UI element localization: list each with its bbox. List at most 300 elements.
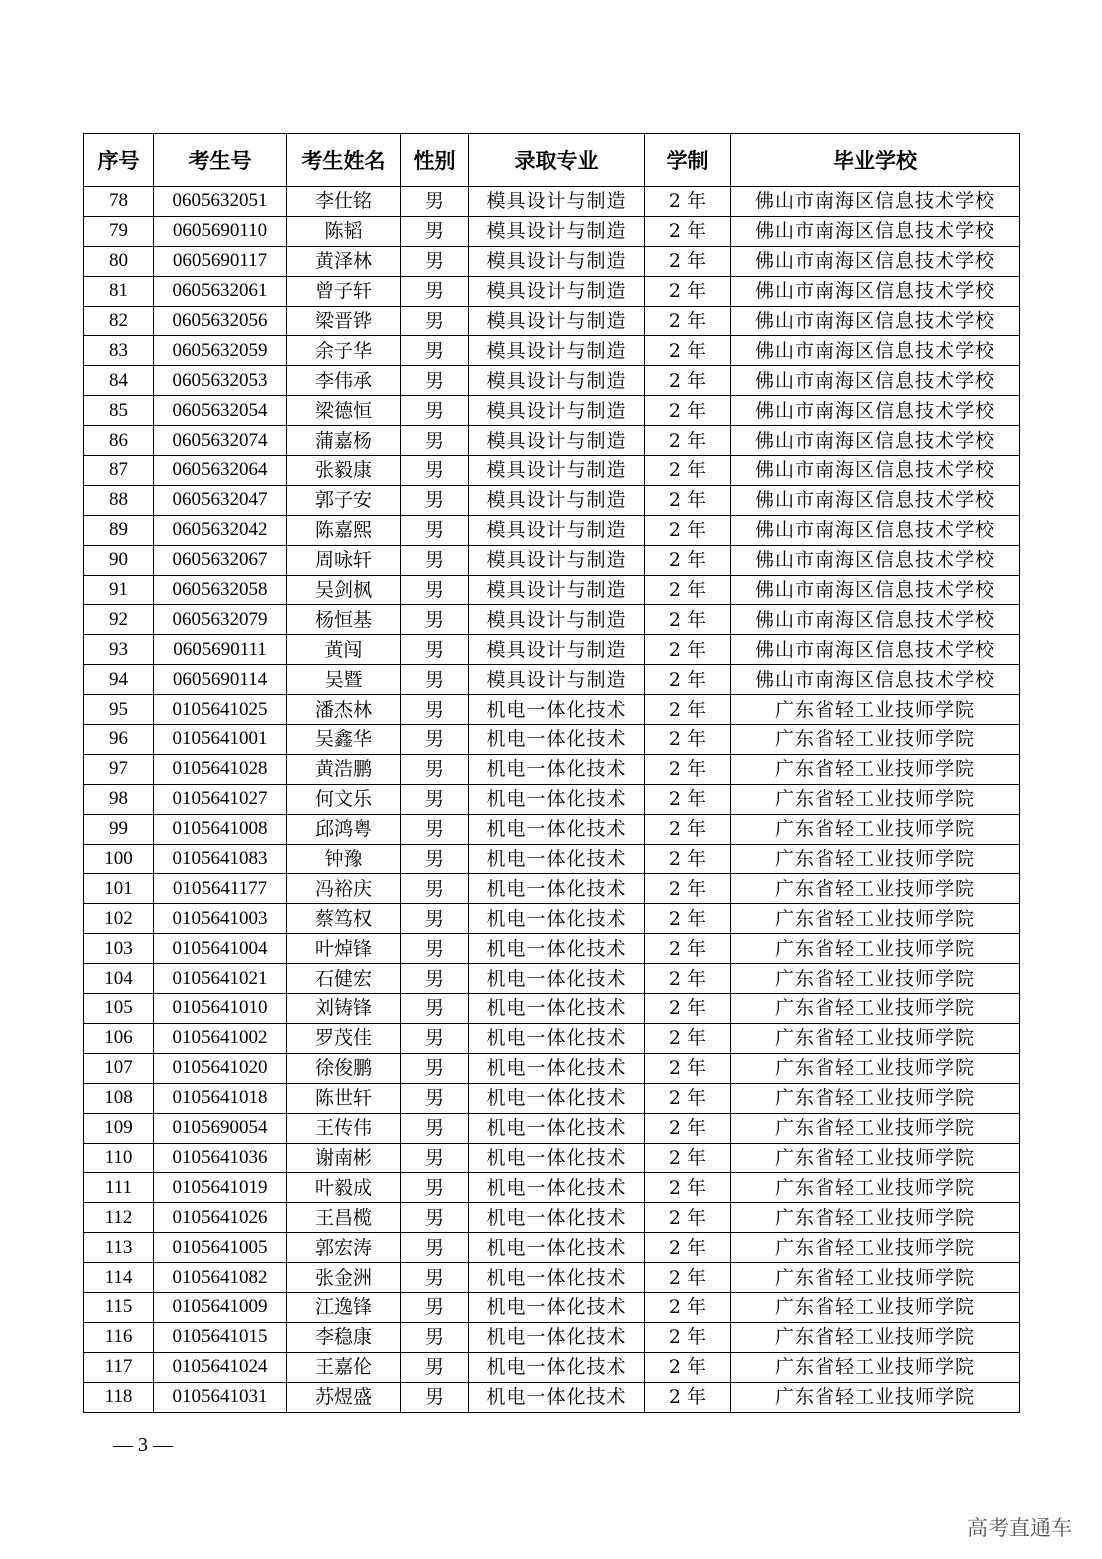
school-cell: 广东省轻工业技师学院 xyxy=(731,695,1020,725)
gender-cell: 男 xyxy=(401,366,469,396)
gender-cell: 男 xyxy=(401,1382,469,1412)
table-row xyxy=(84,1143,1020,1173)
gender-cell: 男 xyxy=(401,665,469,695)
gender-cell: 男 xyxy=(401,964,469,994)
exam-id-cell: 0105641177 xyxy=(154,874,287,904)
major-cell: 模具设计与制造 xyxy=(469,216,645,246)
major-cell: 模具设计与制造 xyxy=(469,336,645,366)
gender-cell: 男 xyxy=(401,187,469,217)
duration-cell: 2 年 xyxy=(645,994,731,1024)
table-row xyxy=(84,1173,1020,1203)
major-cell: 机电一体化技术 xyxy=(469,695,645,725)
header-major: 录取专业 xyxy=(469,134,645,187)
duration-cell: 2 年 xyxy=(645,366,731,396)
school-cell: 佛山市南海区信息技术学校 xyxy=(731,485,1020,515)
header-exam-id: 考生号 xyxy=(154,134,287,187)
name-cell: 刘铸锋 xyxy=(287,994,401,1024)
duration-cell: 2 年 xyxy=(645,754,731,784)
major-cell: 模具设计与制造 xyxy=(469,366,645,396)
school-cell: 广东省轻工业技师学院 xyxy=(731,1292,1020,1322)
gender-cell: 男 xyxy=(401,1292,469,1322)
exam-id-cell: 0605632053 xyxy=(154,366,287,396)
gender-cell: 男 xyxy=(401,1143,469,1173)
gender-cell: 男 xyxy=(401,904,469,934)
school-cell: 广东省轻工业技师学院 xyxy=(731,904,1020,934)
name-cell: 周咏轩 xyxy=(287,545,401,575)
gender-cell: 男 xyxy=(401,1173,469,1203)
school-cell: 佛山市南海区信息技术学校 xyxy=(731,336,1020,366)
table-row xyxy=(84,874,1020,904)
header-seq: 序号 xyxy=(84,134,154,187)
name-cell: 黄浩鹏 xyxy=(287,754,401,784)
header-gender: 性别 xyxy=(401,134,469,187)
exam-id-cell: 0105641082 xyxy=(154,1263,287,1293)
major-cell: 机电一体化技术 xyxy=(469,1083,645,1113)
major-cell: 模具设计与制造 xyxy=(469,187,645,217)
major-cell: 模具设计与制造 xyxy=(469,485,645,515)
header-row xyxy=(84,134,1020,187)
major-cell: 机电一体化技术 xyxy=(469,725,645,755)
gender-cell: 男 xyxy=(401,605,469,635)
table-row xyxy=(84,665,1020,695)
duration-cell: 2 年 xyxy=(645,605,731,635)
gender-cell: 男 xyxy=(401,1053,469,1083)
exam-id-cell: 0105641008 xyxy=(154,814,287,844)
major-cell: 模具设计与制造 xyxy=(469,575,645,605)
gender-cell: 男 xyxy=(401,1113,469,1143)
admission-table xyxy=(83,133,1020,1413)
duration-cell: 2 年 xyxy=(645,1023,731,1053)
name-cell: 陈世轩 xyxy=(287,1083,401,1113)
school-cell: 广东省轻工业技师学院 xyxy=(731,1203,1020,1233)
table-row xyxy=(84,306,1020,336)
seq-cell: 106 xyxy=(84,1023,154,1053)
page-number: — 3 — xyxy=(113,1434,173,1456)
major-cell: 机电一体化技术 xyxy=(469,1143,645,1173)
table-row xyxy=(84,994,1020,1024)
name-cell: 何文乐 xyxy=(287,784,401,814)
exam-id-cell: 0105641027 xyxy=(154,784,287,814)
duration-cell: 2 年 xyxy=(645,904,731,934)
school-cell: 广东省轻工业技师学院 xyxy=(731,1352,1020,1382)
seq-cell: 83 xyxy=(84,336,154,366)
seq-cell: 95 xyxy=(84,695,154,725)
exam-id-cell: 0605632058 xyxy=(154,575,287,605)
gender-cell: 男 xyxy=(401,515,469,545)
seq-cell: 81 xyxy=(84,276,154,306)
duration-cell: 2 年 xyxy=(645,216,731,246)
duration-cell: 2 年 xyxy=(645,485,731,515)
name-cell: 梁晋铧 xyxy=(287,306,401,336)
name-cell: 黄泽林 xyxy=(287,246,401,276)
name-cell: 谢南彬 xyxy=(287,1143,401,1173)
table-row xyxy=(84,366,1020,396)
duration-cell: 2 年 xyxy=(645,336,731,366)
duration-cell: 2 年 xyxy=(645,1292,731,1322)
seq-cell: 102 xyxy=(84,904,154,934)
exam-id-cell: 0105641028 xyxy=(154,754,287,784)
major-cell: 机电一体化技术 xyxy=(469,754,645,784)
school-cell: 广东省轻工业技师学院 xyxy=(731,934,1020,964)
table-row xyxy=(84,1352,1020,1382)
duration-cell: 2 年 xyxy=(645,635,731,665)
seq-cell: 88 xyxy=(84,485,154,515)
exam-id-cell: 0105641083 xyxy=(154,844,287,874)
gender-cell: 男 xyxy=(401,1203,469,1233)
major-cell: 机电一体化技术 xyxy=(469,1233,645,1263)
gender-cell: 男 xyxy=(401,1233,469,1263)
major-cell: 机电一体化技术 xyxy=(469,994,645,1024)
seq-cell: 86 xyxy=(84,426,154,456)
table-row xyxy=(84,635,1020,665)
seq-cell: 101 xyxy=(84,874,154,904)
major-cell: 机电一体化技术 xyxy=(469,1113,645,1143)
table-row xyxy=(84,844,1020,874)
exam-id-cell: 0105641031 xyxy=(154,1382,287,1412)
seq-cell: 79 xyxy=(84,216,154,246)
school-cell: 广东省轻工业技师学院 xyxy=(731,1053,1020,1083)
gender-cell: 男 xyxy=(401,635,469,665)
table-row xyxy=(84,904,1020,934)
name-cell: 陈韬 xyxy=(287,216,401,246)
gender-cell: 男 xyxy=(401,456,469,486)
major-cell: 机电一体化技术 xyxy=(469,1263,645,1293)
name-cell: 吴剑枫 xyxy=(287,575,401,605)
seq-cell: 80 xyxy=(84,246,154,276)
table-row xyxy=(84,1292,1020,1322)
gender-cell: 男 xyxy=(401,246,469,276)
major-cell: 模具设计与制造 xyxy=(469,306,645,336)
duration-cell: 2 年 xyxy=(645,246,731,276)
school-cell: 广东省轻工业技师学院 xyxy=(731,754,1020,784)
school-cell: 佛山市南海区信息技术学校 xyxy=(731,456,1020,486)
table-row xyxy=(84,276,1020,306)
table-row xyxy=(84,545,1020,575)
name-cell: 江逸锋 xyxy=(287,1292,401,1322)
seq-cell: 115 xyxy=(84,1292,154,1322)
school-cell: 广东省轻工业技师学院 xyxy=(731,1233,1020,1263)
duration-cell: 2 年 xyxy=(645,396,731,426)
major-cell: 机电一体化技术 xyxy=(469,1023,645,1053)
exam-id-cell: 0605632054 xyxy=(154,396,287,426)
gender-cell: 男 xyxy=(401,874,469,904)
school-cell: 广东省轻工业技师学院 xyxy=(731,1263,1020,1293)
school-cell: 广东省轻工业技师学院 xyxy=(731,1382,1020,1412)
major-cell: 机电一体化技术 xyxy=(469,934,645,964)
exam-id-cell: 0105641018 xyxy=(154,1083,287,1113)
major-cell: 机电一体化技术 xyxy=(469,1322,645,1352)
major-cell: 模具设计与制造 xyxy=(469,545,645,575)
name-cell: 蒲嘉杨 xyxy=(287,426,401,456)
exam-id-cell: 0105641025 xyxy=(154,695,287,725)
table-row xyxy=(84,964,1020,994)
exam-id-cell: 0605690114 xyxy=(154,665,287,695)
table-row xyxy=(84,754,1020,784)
school-cell: 佛山市南海区信息技术学校 xyxy=(731,216,1020,246)
exam-id-cell: 0105641024 xyxy=(154,1352,287,1382)
school-cell: 佛山市南海区信息技术学校 xyxy=(731,187,1020,217)
name-cell: 苏煜盛 xyxy=(287,1382,401,1412)
seq-cell: 107 xyxy=(84,1053,154,1083)
name-cell: 蔡笃权 xyxy=(287,904,401,934)
duration-cell: 2 年 xyxy=(645,1053,731,1083)
gender-cell: 男 xyxy=(401,396,469,426)
major-cell: 模具设计与制造 xyxy=(469,426,645,456)
exam-id-cell: 0105641036 xyxy=(154,1143,287,1173)
exam-id-cell: 0605690117 xyxy=(154,246,287,276)
duration-cell: 2 年 xyxy=(645,306,731,336)
major-cell: 模具设计与制造 xyxy=(469,635,645,665)
header-name: 考生姓名 xyxy=(287,134,401,187)
school-cell: 广东省轻工业技师学院 xyxy=(731,1083,1020,1113)
table-row xyxy=(84,336,1020,366)
major-cell: 模具设计与制造 xyxy=(469,396,645,426)
duration-cell: 2 年 xyxy=(645,1173,731,1203)
duration-cell: 2 年 xyxy=(645,1382,731,1412)
table-row xyxy=(84,1382,1020,1412)
school-cell: 佛山市南海区信息技术学校 xyxy=(731,396,1020,426)
duration-cell: 2 年 xyxy=(645,426,731,456)
seq-cell: 114 xyxy=(84,1263,154,1293)
gender-cell: 男 xyxy=(401,1263,469,1293)
seq-cell: 85 xyxy=(84,396,154,426)
duration-cell: 2 年 xyxy=(645,515,731,545)
name-cell: 曾子轩 xyxy=(287,276,401,306)
major-cell: 机电一体化技术 xyxy=(469,1382,645,1412)
major-cell: 机电一体化技术 xyxy=(469,904,645,934)
watermark: 高考直通车 xyxy=(967,1516,1072,1540)
gender-cell: 男 xyxy=(401,1352,469,1382)
major-cell: 机电一体化技术 xyxy=(469,844,645,874)
duration-cell: 2 年 xyxy=(645,456,731,486)
duration-cell: 2 年 xyxy=(645,964,731,994)
exam-id-cell: 0105641010 xyxy=(154,994,287,1024)
duration-cell: 2 年 xyxy=(645,1322,731,1352)
name-cell: 李仕铭 xyxy=(287,187,401,217)
school-cell: 佛山市南海区信息技术学校 xyxy=(731,575,1020,605)
seq-cell: 99 xyxy=(84,814,154,844)
name-cell: 叶焯锋 xyxy=(287,934,401,964)
gender-cell: 男 xyxy=(401,575,469,605)
school-cell: 广东省轻工业技师学院 xyxy=(731,994,1020,1024)
gender-cell: 男 xyxy=(401,1083,469,1113)
name-cell: 郭子安 xyxy=(287,485,401,515)
table-row xyxy=(84,485,1020,515)
school-cell: 佛山市南海区信息技术学校 xyxy=(731,665,1020,695)
seq-cell: 100 xyxy=(84,844,154,874)
table-row xyxy=(84,1113,1020,1143)
duration-cell: 2 年 xyxy=(645,725,731,755)
name-cell: 王传伟 xyxy=(287,1113,401,1143)
seq-cell: 108 xyxy=(84,1083,154,1113)
school-cell: 广东省轻工业技师学院 xyxy=(731,1143,1020,1173)
seq-cell: 98 xyxy=(84,784,154,814)
school-cell: 佛山市南海区信息技术学校 xyxy=(731,635,1020,665)
table-body xyxy=(84,187,1020,1413)
school-cell: 广东省轻工业技师学院 xyxy=(731,725,1020,755)
table-row xyxy=(84,1053,1020,1083)
table-row xyxy=(84,1233,1020,1263)
seq-cell: 93 xyxy=(84,635,154,665)
duration-cell: 2 年 xyxy=(645,814,731,844)
duration-cell: 2 年 xyxy=(645,934,731,964)
major-cell: 机电一体化技术 xyxy=(469,964,645,994)
exam-id-cell: 0605632064 xyxy=(154,456,287,486)
exam-id-cell: 0105641021 xyxy=(154,964,287,994)
name-cell: 吴暨 xyxy=(287,665,401,695)
school-cell: 广东省轻工业技师学院 xyxy=(731,814,1020,844)
name-cell: 叶毅成 xyxy=(287,1173,401,1203)
table-row xyxy=(84,725,1020,755)
exam-id-cell: 0105641001 xyxy=(154,725,287,755)
gender-cell: 男 xyxy=(401,754,469,784)
name-cell: 潘杰林 xyxy=(287,695,401,725)
school-cell: 广东省轻工业技师学院 xyxy=(731,874,1020,904)
exam-id-cell: 0605632051 xyxy=(154,187,287,217)
gender-cell: 男 xyxy=(401,1023,469,1053)
duration-cell: 2 年 xyxy=(645,1233,731,1263)
gender-cell: 男 xyxy=(401,216,469,246)
seq-cell: 94 xyxy=(84,665,154,695)
seq-cell: 112 xyxy=(84,1203,154,1233)
duration-cell: 2 年 xyxy=(645,1083,731,1113)
seq-cell: 87 xyxy=(84,456,154,486)
gender-cell: 男 xyxy=(401,994,469,1024)
school-cell: 佛山市南海区信息技术学校 xyxy=(731,545,1020,575)
gender-cell: 男 xyxy=(401,695,469,725)
school-cell: 佛山市南海区信息技术学校 xyxy=(731,605,1020,635)
school-cell: 佛山市南海区信息技术学校 xyxy=(731,426,1020,456)
school-cell: 佛山市南海区信息技术学校 xyxy=(731,366,1020,396)
seq-cell: 118 xyxy=(84,1382,154,1412)
gender-cell: 男 xyxy=(401,784,469,814)
major-cell: 机电一体化技术 xyxy=(469,1053,645,1083)
seq-cell: 111 xyxy=(84,1173,154,1203)
major-cell: 模具设计与制造 xyxy=(469,246,645,276)
seq-cell: 89 xyxy=(84,515,154,545)
name-cell: 黄闯 xyxy=(287,635,401,665)
name-cell: 陈嘉熙 xyxy=(287,515,401,545)
table-row xyxy=(84,605,1020,635)
exam-id-cell: 0605632079 xyxy=(154,605,287,635)
name-cell: 李稳康 xyxy=(287,1322,401,1352)
major-cell: 机电一体化技术 xyxy=(469,784,645,814)
table-row xyxy=(84,575,1020,605)
table-row xyxy=(84,784,1020,814)
major-cell: 机电一体化技术 xyxy=(469,1352,645,1382)
gender-cell: 男 xyxy=(401,1322,469,1352)
exam-id-cell: 0605690110 xyxy=(154,216,287,246)
name-cell: 余子华 xyxy=(287,336,401,366)
seq-cell: 117 xyxy=(84,1352,154,1382)
table-row xyxy=(84,187,1020,217)
table-row xyxy=(84,246,1020,276)
duration-cell: 2 年 xyxy=(645,1143,731,1173)
table-row xyxy=(84,216,1020,246)
table-row xyxy=(84,1203,1020,1233)
major-cell: 机电一体化技术 xyxy=(469,1173,645,1203)
seq-cell: 91 xyxy=(84,575,154,605)
gender-cell: 男 xyxy=(401,725,469,755)
header-duration: 学制 xyxy=(645,134,731,187)
exam-id-cell: 0605690111 xyxy=(154,635,287,665)
duration-cell: 2 年 xyxy=(645,276,731,306)
school-cell: 佛山市南海区信息技术学校 xyxy=(731,515,1020,545)
school-cell: 佛山市南海区信息技术学校 xyxy=(731,306,1020,336)
gender-cell: 男 xyxy=(401,814,469,844)
duration-cell: 2 年 xyxy=(645,1263,731,1293)
name-cell: 邱鸿粤 xyxy=(287,814,401,844)
exam-id-cell: 0105641015 xyxy=(154,1322,287,1352)
seq-cell: 96 xyxy=(84,725,154,755)
seq-cell: 103 xyxy=(84,934,154,964)
header-school: 毕业学校 xyxy=(731,134,1020,187)
name-cell: 杨恒基 xyxy=(287,605,401,635)
gender-cell: 男 xyxy=(401,844,469,874)
seq-cell: 97 xyxy=(84,754,154,784)
major-cell: 机电一体化技术 xyxy=(469,1203,645,1233)
name-cell: 梁德恒 xyxy=(287,396,401,426)
exam-id-cell: 0105641004 xyxy=(154,934,287,964)
name-cell: 王嘉伦 xyxy=(287,1352,401,1382)
exam-id-cell: 0105641002 xyxy=(154,1023,287,1053)
name-cell: 王昌榄 xyxy=(287,1203,401,1233)
duration-cell: 2 年 xyxy=(645,1352,731,1382)
duration-cell: 2 年 xyxy=(645,844,731,874)
duration-cell: 2 年 xyxy=(645,665,731,695)
major-cell: 机电一体化技术 xyxy=(469,814,645,844)
name-cell: 钟豫 xyxy=(287,844,401,874)
duration-cell: 2 年 xyxy=(645,1113,731,1143)
duration-cell: 2 年 xyxy=(645,575,731,605)
exam-id-cell: 0105641020 xyxy=(154,1053,287,1083)
exam-id-cell: 0605632061 xyxy=(154,276,287,306)
name-cell: 张金洲 xyxy=(287,1263,401,1293)
seq-cell: 113 xyxy=(84,1233,154,1263)
exam-id-cell: 0605632042 xyxy=(154,515,287,545)
name-cell: 徐俊鹏 xyxy=(287,1053,401,1083)
table-row xyxy=(84,1083,1020,1113)
major-cell: 模具设计与制造 xyxy=(469,515,645,545)
school-cell: 广东省轻工业技师学院 xyxy=(731,964,1020,994)
name-cell: 张毅康 xyxy=(287,456,401,486)
gender-cell: 男 xyxy=(401,934,469,964)
table-row xyxy=(84,695,1020,725)
duration-cell: 2 年 xyxy=(645,545,731,575)
name-cell: 李伟承 xyxy=(287,366,401,396)
seq-cell: 84 xyxy=(84,366,154,396)
duration-cell: 2 年 xyxy=(645,874,731,904)
seq-cell: 105 xyxy=(84,994,154,1024)
major-cell: 机电一体化技术 xyxy=(469,874,645,904)
school-cell: 广东省轻工业技师学院 xyxy=(731,1173,1020,1203)
school-cell: 广东省轻工业技师学院 xyxy=(731,1023,1020,1053)
exam-id-cell: 0105641005 xyxy=(154,1233,287,1263)
table-row xyxy=(84,1023,1020,1053)
table-row xyxy=(84,515,1020,545)
major-cell: 模具设计与制造 xyxy=(469,605,645,635)
gender-cell: 男 xyxy=(401,306,469,336)
exam-id-cell: 0105641019 xyxy=(154,1173,287,1203)
school-cell: 广东省轻工业技师学院 xyxy=(731,784,1020,814)
name-cell: 吴鑫华 xyxy=(287,725,401,755)
table-row xyxy=(84,1263,1020,1293)
seq-cell: 78 xyxy=(84,187,154,217)
major-cell: 机电一体化技术 xyxy=(469,1292,645,1322)
gender-cell: 男 xyxy=(401,426,469,456)
seq-cell: 82 xyxy=(84,306,154,336)
seq-cell: 92 xyxy=(84,605,154,635)
